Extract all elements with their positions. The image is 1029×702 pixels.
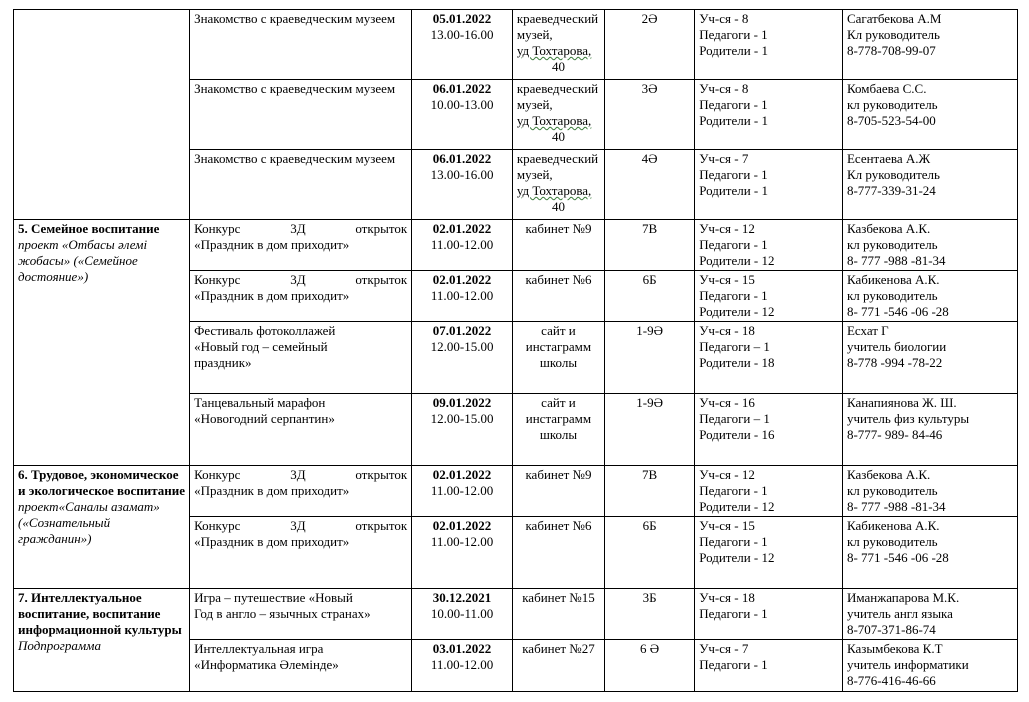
participants-line: Педагоги – 1 [699,339,770,354]
section-cell [14,220,190,466]
event-name: Фестиваль фотоколлажей [194,323,336,338]
responsible-line: 8-705-523-54-00 [846,113,936,128]
participants-line: Родители - 12 [699,550,775,565]
class-value: 6Б [642,272,657,287]
place-line: школы [539,355,578,370]
event-cell [190,394,412,466]
class-cell [605,150,695,220]
participants-cell [695,517,843,589]
event-time: 11.00-12.00 [430,534,494,549]
responsible-line: Канапиянова Ж. Ш. [846,395,957,410]
event-cell [190,640,412,692]
event-name: Знакомство с краеведческим музеем [194,81,396,96]
participants-line: Уч-ся - 18 [699,590,755,605]
event-name: «Информатика Әлемінде» [194,657,339,672]
event-name: «Новый год – семейный [194,339,328,354]
participants-cell [695,220,843,271]
participants-line: Уч-ся - 7 [699,151,749,166]
event-cell [190,466,412,517]
participants-line: Уч-ся - 12 [699,467,755,482]
responsible-line: Казбекова А.К. [846,221,931,236]
place-cell [512,640,604,692]
schedule-body [14,10,1018,692]
participants-line: Уч-ся - 7 [699,641,749,656]
place-cell [512,589,604,640]
participants-cell [695,150,843,220]
class-value: 7В [642,221,658,236]
participants-cell [695,394,843,466]
place-cell [512,394,604,466]
date-cell [412,589,513,640]
place-cell [512,150,604,220]
place-line: кабинет №15 [522,590,595,605]
section-subtitle: проект«Саналы азамат» («Сознательный гражданин») [18,499,160,546]
class-cell [605,466,695,517]
place-cell [512,271,604,322]
event-name: Конкурс 3Д открыток [194,467,408,482]
participants-line: Родители - 12 [699,304,775,319]
section-cell [14,10,190,220]
class-value: 4Ә [641,151,658,166]
responsible-line: кл руководитель [846,534,938,549]
participants-line: Педагоги - 1 [699,27,768,42]
responsible-line: кл руководитель [846,97,938,112]
date-cell [412,466,513,517]
participants-cell [695,640,843,692]
place-line: кабинет №9 [525,467,592,482]
place-line: 40 [551,199,565,214]
date-cell [412,517,513,589]
responsible-line: 8-778 -994 -78-22 [846,355,943,370]
participants-line: Уч-ся - 12 [699,221,755,236]
event-name: Знакомство с краеведческим музеем [194,151,396,166]
place-line: сайт и [541,323,576,338]
event-date: 09.01.2022 [432,395,492,410]
participants-line: Уч-ся - 15 [699,272,755,287]
participants-line: Педагоги - 1 [699,657,768,672]
event-time: 13.00-16.00 [430,27,494,42]
schedule-table [13,9,1018,692]
date-cell [412,80,513,150]
event-date: 02.01.2022 [432,221,492,236]
event-cell [190,517,412,589]
responsible-line: 8- 777 -988 -81-34 [846,253,946,268]
responsible-line: 8-778-708-99-07 [846,43,936,58]
participants-line: Педагоги - 1 [699,237,768,252]
responsible-line: 8- 771 -546 -06 -28 [846,304,949,319]
participants-cell [695,466,843,517]
participants-cell [695,589,843,640]
event-time: 10.00-13.00 [430,97,494,112]
event-name: праздник» [194,355,252,370]
event-date: 02.01.2022 [432,518,492,533]
event-name: Конкурс 3Д открыток [194,221,408,236]
place-line: краеведческий [516,11,599,26]
event-time: 11.00-12.00 [430,657,494,672]
place-cell [512,517,604,589]
section-cell [14,589,190,692]
responsible-line: Сагатбекова А.М [846,11,942,26]
responsible-cell [842,80,1017,150]
event-cell [190,589,412,640]
event-cell [190,80,412,150]
participants-cell [695,322,843,394]
date-cell [412,10,513,80]
section-title: 5. Семейное воспитание [18,221,160,236]
participants-line: Родители - 12 [699,499,775,514]
class-cell [605,10,695,80]
participants-cell [695,10,843,80]
class-cell [605,80,695,150]
class-value: 1-9Ә [636,395,663,410]
section-subtitle: Подпрограмма [18,638,101,653]
responsible-cell [842,466,1017,517]
class-value: 2Ә [641,11,658,26]
place-line: школы [539,427,578,442]
responsible-line: Казбекова А.К. [846,467,931,482]
event-cell [190,10,412,80]
event-time: 11.00-12.00 [430,288,494,303]
place-line: кабинет №6 [525,518,592,533]
responsible-line: Иманжапарова М.К. [846,590,960,605]
class-value: 6Б [642,518,657,533]
event-name: «Праздник в дом приходит» [194,237,350,252]
date-cell [412,322,513,394]
event-name: Конкурс 3Д открыток [194,272,408,287]
place-cell [512,466,604,517]
participants-line: Уч-ся - 8 [699,81,749,96]
place-line: музей, [516,97,553,112]
participants-line: Педагоги - 1 [699,288,768,303]
place-line: 40 [551,129,565,144]
participants-line: Родители - 1 [699,183,769,198]
participants-line: Педагоги - 1 [699,534,768,549]
place-line: кабинет №27 [522,641,595,656]
event-name: «Новогодний серпантин» [194,411,335,426]
event-time: 13.00-16.00 [430,167,494,182]
participants-line: Родители - 16 [699,427,775,442]
responsible-line: Есхат Г [846,323,889,338]
class-cell [605,517,695,589]
responsible-line: Комбаева С.С. [846,81,927,96]
responsible-cell [842,517,1017,589]
participants-line: Уч-ся - 16 [699,395,755,410]
class-value: 3Б [642,590,657,605]
responsible-cell [842,322,1017,394]
place-cell [512,80,604,150]
date-cell [412,394,513,466]
responsible-line: Кл руководитель [846,167,940,182]
participants-line: Педагоги - 1 [699,483,768,498]
responsible-cell [842,10,1017,80]
event-date: 02.01.2022 [432,467,492,482]
event-cell [190,150,412,220]
responsible-line: 8-777-339-31-24 [846,183,936,198]
event-date: 30.12.2021 [432,590,492,605]
class-cell [605,271,695,322]
participants-line: Педагоги - 1 [699,97,768,112]
participants-line: Родители - 1 [699,113,769,128]
participants-cell [695,80,843,150]
section-subtitle: проект «Отбасы әлемі жобасы» («Семейное достояние») [18,237,148,284]
responsible-cell [842,220,1017,271]
responsible-line: кл руководитель [846,288,938,303]
place-line: кабинет №9 [525,221,592,236]
event-name: «Праздник в дом приходит» [194,288,350,303]
participants-line: Родители - 1 [699,43,769,58]
event-date: 06.01.2022 [432,151,492,166]
responsible-cell [842,640,1017,692]
class-cell [605,220,695,271]
event-time: 12.00-15.00 [430,411,494,426]
event-name: Год в англо – язычных странах» [194,606,371,621]
responsible-line: 8-707-371-86-74 [846,622,936,637]
event-date: 06.01.2022 [432,81,492,96]
table-row [14,589,1018,640]
table-row [14,10,1018,80]
responsible-cell [842,271,1017,322]
responsible-line: учитель англ языка [846,606,953,621]
table-row [14,220,1018,271]
event-date: 02.01.2022 [432,272,492,287]
event-date: 03.01.2022 [432,641,492,656]
responsible-line: 8- 771 -546 -06 -28 [846,550,949,565]
participants-line: Уч-ся - 8 [699,11,749,26]
responsible-line: Кл руководитель [846,27,940,42]
responsible-cell [842,589,1017,640]
event-cell [190,271,412,322]
place-line: кабинет №6 [525,272,592,287]
event-name: Знакомство с краеведческим музеем [194,11,396,26]
place-line: уд Тохтарова, [516,183,592,198]
participants-line: Педагоги - 1 [699,167,768,182]
event-name: «Праздник в дом приходит» [194,483,350,498]
place-line: инстаграмм [525,411,592,426]
event-cell [190,220,412,271]
class-value: 1-9Ә [636,323,663,338]
date-cell [412,150,513,220]
responsible-line: кл руководитель [846,483,938,498]
responsible-line: кл руководитель [846,237,938,252]
event-name: «Праздник в дом приходит» [194,534,350,549]
responsible-line: 8-776-416-46-66 [846,673,936,688]
class-value: 6 Ә [640,641,660,656]
place-cell [512,220,604,271]
class-value: 7В [642,467,658,482]
event-name: Интеллектуальная игра [194,641,324,656]
class-value: 3Ә [641,81,658,96]
responsible-cell [842,394,1017,466]
place-line: краеведческий [516,81,599,96]
place-line: музей, [516,167,553,182]
class-cell [605,589,695,640]
place-line: уд Тохтарова, [516,43,592,58]
responsible-line: Кабикенова А.К. [846,518,940,533]
place-line: сайт и [541,395,576,410]
responsible-line: учитель биологии [846,339,947,354]
section-cell [14,466,190,589]
place-line: уд Тохтарова, [516,113,592,128]
participants-line: Уч-ся - 15 [699,518,755,533]
event-time: 11.00-12.00 [430,483,494,498]
participants-line: Родители - 18 [699,355,775,370]
place-line: инстаграмм [525,339,592,354]
place-line: музей, [516,27,553,42]
section-title: 6. Трудовое, экономическое и экологическое воспитание [18,467,186,498]
responsible-line: учитель информатики [846,657,969,672]
event-time: 11.00-12.00 [430,237,494,252]
responsible-line: Кабикенова А.К. [846,272,940,287]
participants-cell [695,271,843,322]
responsible-line: Казымбекова К.Т [846,641,943,656]
place-cell [512,10,604,80]
event-cell [190,322,412,394]
date-cell [412,640,513,692]
class-cell [605,394,695,466]
responsible-line: 8- 777 -988 -81-34 [846,499,946,514]
place-line: краеведческий [516,151,599,166]
responsible-line: 8-777- 989- 84-46 [846,427,943,442]
responsible-line: учитель физ культуры [846,411,970,426]
event-time: 10.00-11.00 [430,606,494,621]
event-date: 05.01.2022 [432,11,492,26]
event-name: Конкурс 3Д открыток [194,518,408,533]
participants-line: Педагоги – 1 [699,411,770,426]
date-cell [412,220,513,271]
section-title: 7. Интеллектуальное воспитание, воспитание информационной культуры [18,590,182,637]
place-line: 40 [551,59,565,74]
event-name: Игра – путешествие «Новый [194,590,353,605]
place-cell [512,322,604,394]
class-cell [605,640,695,692]
event-name: Танцевальный марафон [194,395,326,410]
event-time: 12.00-15.00 [430,339,494,354]
responsible-line: Есентаева А.Ж [846,151,931,166]
participants-line: Родители - 12 [699,253,775,268]
date-cell [412,271,513,322]
participants-line: Педагоги - 1 [699,606,768,621]
class-cell [605,322,695,394]
event-date: 07.01.2022 [432,323,492,338]
participants-line: Уч-ся - 18 [699,323,755,338]
responsible-cell [842,150,1017,220]
table-row [14,466,1018,517]
